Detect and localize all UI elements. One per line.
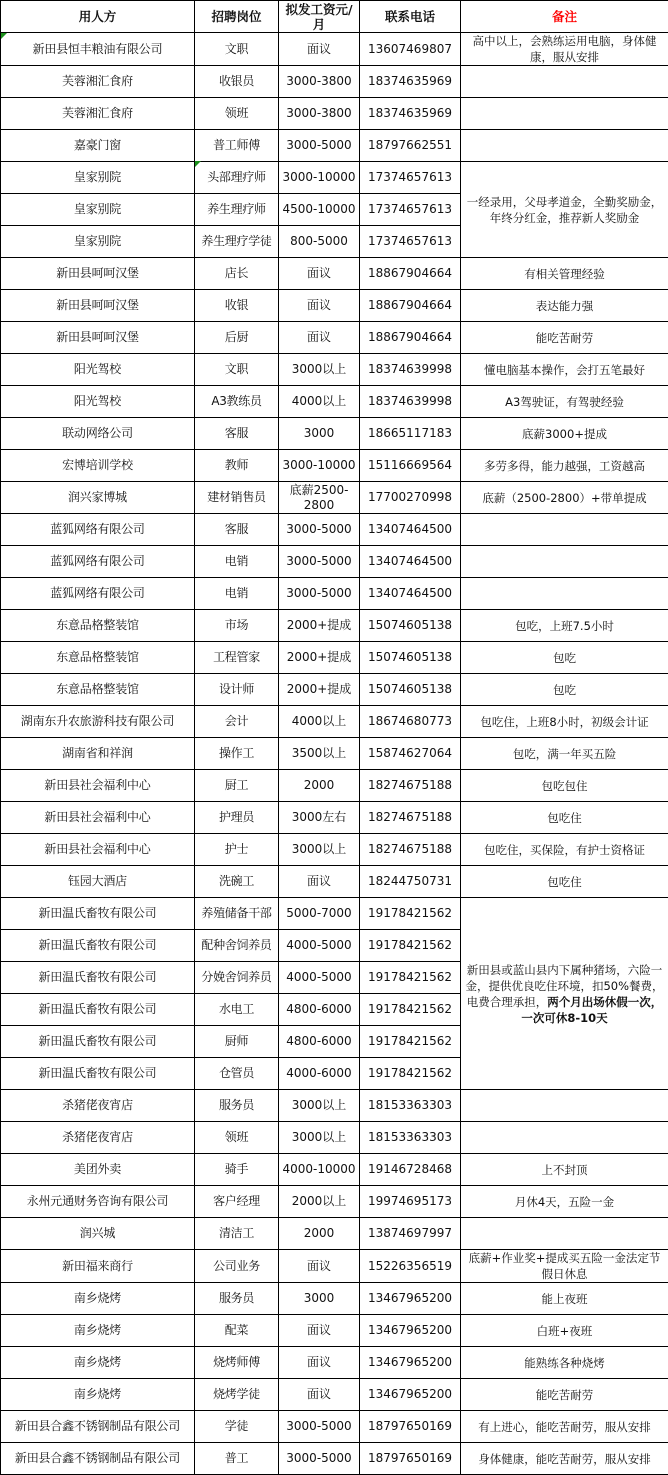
remark-text: 包吃住，买保险，有护士资格证 — [484, 843, 645, 857]
cell-salary: 3000-3800 — [279, 98, 360, 130]
cell-position: 店长 — [195, 258, 279, 290]
table-row — [1, 1122, 668, 1154]
cell-salary: 2000 — [279, 770, 360, 802]
cell-phone: 18797662551 — [360, 130, 461, 162]
cell-phone: 18374635969 — [360, 98, 461, 130]
table-row — [1, 1443, 668, 1475]
cell-position: 水电工 — [195, 994, 279, 1026]
cell-remark — [461, 386, 668, 418]
table-row — [1, 98, 668, 130]
cell-phone: 18665117183 — [360, 418, 461, 450]
remark-text: 包吃 — [553, 683, 576, 697]
remark-text: 底薪3000+提成 — [522, 427, 607, 441]
cell-phone: 18374635969 — [360, 66, 461, 98]
cell-position: 学徒 — [195, 1411, 279, 1443]
cell-salary: 800-5000 — [279, 226, 360, 258]
cell-salary: 4000以上 — [279, 386, 360, 418]
cell-position: 市场 — [195, 610, 279, 642]
table-row — [1, 1347, 668, 1379]
cell-company: 蓝狐网络有限公司 — [1, 546, 195, 578]
cell-position: A3教练员 — [195, 386, 279, 418]
cell-remark — [461, 706, 668, 738]
cell-company: 新田县呵呵汉堡 — [1, 322, 195, 354]
cell-company: 新田县社会福利中心 — [1, 802, 195, 834]
cell-salary: 3000-5000 — [279, 1411, 360, 1443]
table-row — [1, 354, 668, 386]
cell-company: 新田温氏畜牧有限公司 — [1, 962, 195, 994]
remark-text: 新田县或蓝山县内下属种猪场，六险一金，提供优良吃住环境，扣50%餐费，电费合理承担， — [465, 963, 663, 1009]
cell-phone: 19178421562 — [360, 994, 461, 1026]
cell-phone: 17374657613 — [360, 194, 461, 226]
cell-company: 钰园大酒店 — [1, 866, 195, 898]
cell-phone: 18274675188 — [360, 834, 461, 866]
remark-text: 有相关管理经验 — [524, 267, 605, 281]
cell-salary: 3000以上 — [279, 834, 360, 866]
cell-phone: 19974695173 — [360, 1186, 461, 1218]
cell-phone: 19178421562 — [360, 1026, 461, 1058]
cell-phone: 15226356519 — [360, 1250, 461, 1283]
cell-position: 骑手 — [195, 1154, 279, 1186]
remark-text: 白班+夜班 — [537, 1324, 593, 1338]
cell-phone: 13407464500 — [360, 514, 461, 546]
remark-text: 表达能力强 — [536, 299, 594, 313]
table-row — [1, 898, 668, 930]
table-row — [1, 546, 668, 578]
cell-phone: 17374657613 — [360, 226, 461, 258]
cell-remark — [461, 1186, 668, 1218]
cell-phone: 15874627064 — [360, 738, 461, 770]
cell-position: 收银员 — [195, 66, 279, 98]
cell-phone: 18274675188 — [360, 770, 461, 802]
header-company: 用人方 — [1, 1, 195, 33]
cell-phone: 17374657613 — [360, 162, 461, 194]
cell-remark — [461, 418, 668, 450]
cell-phone: 18674680773 — [360, 706, 461, 738]
cell-phone: 18867904664 — [360, 322, 461, 354]
table-row — [1, 1379, 668, 1411]
cell-remark — [461, 674, 668, 706]
remark-text: 一经录用，父母孝道金，全勤奖励金，年终分红金，推荐新人奖励金 — [467, 195, 663, 225]
cell-remark — [461, 1283, 668, 1315]
cell-remark — [461, 1090, 668, 1122]
header-row — [1, 1, 668, 33]
cell-position: 头部理疗师 — [195, 162, 279, 194]
cell-salary: 底薪2500-2800 — [279, 482, 360, 514]
remark-text: 能吃苦耐劳 — [536, 1388, 594, 1402]
cell-position: 仓管员 — [195, 1058, 279, 1090]
cell-company: 新田县呵呵汉堡 — [1, 258, 195, 290]
cell-salary: 4800-6000 — [279, 994, 360, 1026]
cell-company: 杀猪佬夜宵店 — [1, 1122, 195, 1154]
cell-company: 新田温氏畜牧有限公司 — [1, 994, 195, 1026]
cell-phone: 13407464500 — [360, 578, 461, 610]
remark-text: 能吃苦耐劳 — [536, 331, 594, 345]
table-row — [1, 642, 668, 674]
header-position: 招聘岗位 — [195, 1, 279, 33]
cell-position: 文职 — [195, 33, 279, 66]
cell-company: 芙蓉湘汇食府 — [1, 66, 195, 98]
table-row — [1, 130, 668, 162]
cell-salary: 2000以上 — [279, 1186, 360, 1218]
cell-remark — [461, 1154, 668, 1186]
cell-company: 新田温氏畜牧有限公司 — [1, 898, 195, 930]
cell-company: 润兴家博城 — [1, 482, 195, 514]
cell-salary: 2000+提成 — [279, 674, 360, 706]
cell-remark — [461, 1218, 668, 1250]
remark-text: 懂电脑基本操作，会打五笔最好 — [484, 363, 645, 377]
cell-position: 文职 — [195, 354, 279, 386]
cell-phone: 18374639998 — [360, 354, 461, 386]
table-row — [1, 706, 668, 738]
cell-salary: 3000左右 — [279, 802, 360, 834]
cell-remark — [461, 546, 668, 578]
remark-text: 包吃，上班7.5小时 — [515, 619, 614, 633]
table-row — [1, 66, 668, 98]
header-remark: 备注 — [461, 1, 668, 33]
cell-position: 电销 — [195, 578, 279, 610]
table-row — [1, 1154, 668, 1186]
table-row — [1, 386, 668, 418]
table-row — [1, 482, 668, 514]
cell-phone: 13467965200 — [360, 1315, 461, 1347]
cell-company: 蓝狐网络有限公司 — [1, 514, 195, 546]
cell-phone: 18867904664 — [360, 258, 461, 290]
header-phone: 联系电话 — [360, 1, 461, 33]
table-row — [1, 578, 668, 610]
remark-text: 月休4天，五险一金 — [515, 1195, 614, 1209]
cell-salary: 面议 — [279, 1250, 360, 1283]
table-row — [1, 1218, 668, 1250]
cell-remark — [461, 866, 668, 898]
remark-text: 包吃住，上班8小时，初级会计证 — [480, 715, 648, 729]
cell-company: 湖南省和祥润 — [1, 738, 195, 770]
table-row — [1, 290, 668, 322]
cell-phone: 18153363303 — [360, 1090, 461, 1122]
remark-text: 包吃，满一年买五险 — [513, 747, 617, 761]
cell-salary: 3000-3800 — [279, 66, 360, 98]
remark-text: 多劳多得，能力越强，工资越高 — [484, 459, 645, 473]
cell-phone: 15074605138 — [360, 642, 461, 674]
cell-company: 芙蓉湘汇食府 — [1, 98, 195, 130]
cell-remark — [461, 802, 668, 834]
remark-bold-text: 两个月出场休假一次，一次可休8-10天 — [521, 995, 662, 1025]
cell-position: 客户经理 — [195, 1186, 279, 1218]
cell-remark — [461, 162, 668, 258]
cell-salary: 4000以上 — [279, 706, 360, 738]
cell-salary: 面议 — [279, 866, 360, 898]
cell-phone: 13407464500 — [360, 546, 461, 578]
cell-remark — [461, 450, 668, 482]
cell-salary: 4000-5000 — [279, 962, 360, 994]
cell-position: 养殖储备干部 — [195, 898, 279, 930]
cell-salary: 3000 — [279, 1283, 360, 1315]
cell-company: 南乡烧烤 — [1, 1379, 195, 1411]
table-row — [1, 738, 668, 770]
cell-remark — [461, 1411, 668, 1443]
cell-company: 蓝狐网络有限公司 — [1, 578, 195, 610]
cell-phone: 13467965200 — [360, 1379, 461, 1411]
cell-remark — [461, 770, 668, 802]
remark-text: 有上进心，能吃苦耐劳，服从安排 — [478, 1420, 651, 1434]
cell-phone: 15074605138 — [360, 610, 461, 642]
cell-company: 湖南东升农旅游科技有限公司 — [1, 706, 195, 738]
cell-remark — [461, 1347, 668, 1379]
cell-comment-marker — [195, 161, 201, 167]
cell-salary: 5000-7000 — [279, 898, 360, 930]
cell-salary: 3000-10000 — [279, 450, 360, 482]
cell-remark — [461, 1443, 668, 1475]
cell-remark — [461, 290, 668, 322]
table-row — [1, 322, 668, 354]
cell-phone: 19178421562 — [360, 898, 461, 930]
cell-position: 会计 — [195, 706, 279, 738]
table-row — [1, 514, 668, 546]
cell-position: 配种舍饲养员 — [195, 930, 279, 962]
cell-company: 皇家别院 — [1, 226, 195, 258]
cell-position: 领班 — [195, 1122, 279, 1154]
cell-salary: 3000-10000 — [279, 162, 360, 194]
cell-comment-marker — [1, 33, 7, 39]
cell-position: 领班 — [195, 98, 279, 130]
table-row — [1, 33, 668, 66]
cell-company: 新田县呵呵汉堡 — [1, 290, 195, 322]
remark-text: 高中以上，会熟练运用电脑，身体健康，服从安排 — [473, 34, 657, 64]
cell-phone: 18274675188 — [360, 802, 461, 834]
cell-position: 电销 — [195, 546, 279, 578]
cell-phone: 18867904664 — [360, 290, 461, 322]
cell-company: 新田县社会福利中心 — [1, 834, 195, 866]
cell-position: 服务员 — [195, 1283, 279, 1315]
cell-salary: 面议 — [279, 258, 360, 290]
cell-phone: 15116669564 — [360, 450, 461, 482]
cell-company: 东意品格整装馆 — [1, 674, 195, 706]
cell-company: 阳光驾校 — [1, 386, 195, 418]
table-row — [1, 834, 668, 866]
cell-company: 东意品格整装馆 — [1, 610, 195, 642]
remark-text: 身体健康，能吃苦耐劳，服从安排 — [478, 1452, 651, 1466]
cell-company: 永州元通财务咨询有限公司 — [1, 1186, 195, 1218]
cell-remark — [461, 1250, 668, 1283]
cell-position: 公司业务 — [195, 1250, 279, 1283]
remark-text: 底薪+作业奖+提成买五险一金法定节假日休息 — [469, 1251, 661, 1281]
cell-company: 联动网络公司 — [1, 418, 195, 450]
cell-company: 新田温氏畜牧有限公司 — [1, 1026, 195, 1058]
cell-company: 新田福来商行 — [1, 1250, 195, 1283]
table-row — [1, 1411, 668, 1443]
cell-position: 烧烤学徒 — [195, 1379, 279, 1411]
cell-position: 客服 — [195, 418, 279, 450]
cell-remark — [461, 66, 668, 98]
cell-salary: 4000-6000 — [279, 1058, 360, 1090]
cell-salary: 3000-5000 — [279, 130, 360, 162]
table-row — [1, 162, 668, 194]
cell-company: 新田县合鑫不锈钢制品有限公司 — [1, 1411, 195, 1443]
cell-phone: 17700270998 — [360, 482, 461, 514]
table-row — [1, 866, 668, 898]
cell-position: 工程管家 — [195, 642, 279, 674]
cell-phone: 18374639998 — [360, 386, 461, 418]
cell-position: 厨师 — [195, 1026, 279, 1058]
cell-remark — [461, 834, 668, 866]
table-row — [1, 674, 668, 706]
cell-position: 配菜 — [195, 1315, 279, 1347]
cell-remark — [461, 33, 668, 66]
table-row — [1, 1315, 668, 1347]
cell-phone: 18244750731 — [360, 866, 461, 898]
cell-company: 阳光驾校 — [1, 354, 195, 386]
table-row — [1, 610, 668, 642]
cell-remark — [461, 130, 668, 162]
table-row — [1, 450, 668, 482]
cell-remark — [461, 610, 668, 642]
table-row — [1, 258, 668, 290]
cell-remark — [461, 258, 668, 290]
cell-company: 南乡烧烤 — [1, 1347, 195, 1379]
cell-position: 护理员 — [195, 802, 279, 834]
cell-position: 分娩舍饲养员 — [195, 962, 279, 994]
cell-company: 新田县社会福利中心 — [1, 770, 195, 802]
cell-salary: 面议 — [279, 1347, 360, 1379]
cell-salary: 面议 — [279, 1379, 360, 1411]
cell-remark — [461, 642, 668, 674]
cell-remark — [461, 1379, 668, 1411]
cell-position: 操作工 — [195, 738, 279, 770]
cell-position: 护士 — [195, 834, 279, 866]
cell-company: 皇家别院 — [1, 194, 195, 226]
cell-company: 南乡烧烤 — [1, 1315, 195, 1347]
cell-salary: 3000以上 — [279, 354, 360, 386]
cell-company: 东意品格整装馆 — [1, 642, 195, 674]
cell-salary: 4500-10000 — [279, 194, 360, 226]
cell-remark — [461, 1122, 668, 1154]
cell-position: 收银 — [195, 290, 279, 322]
cell-salary: 3000 — [279, 418, 360, 450]
table-row — [1, 1090, 668, 1122]
cell-phone: 13467965200 — [360, 1347, 461, 1379]
cell-salary: 3000以上 — [279, 1122, 360, 1154]
cell-salary: 3000以上 — [279, 1090, 360, 1122]
cell-salary: 4800-6000 — [279, 1026, 360, 1058]
table-row — [1, 418, 668, 450]
cell-company: 新田县合鑫不锈钢制品有限公司 — [1, 1443, 195, 1475]
cell-position: 普工师傅 — [195, 130, 279, 162]
cell-position: 教师 — [195, 450, 279, 482]
cell-company: 皇家别院 — [1, 162, 195, 194]
cell-position: 服务员 — [195, 1090, 279, 1122]
cell-salary: 面议 — [279, 322, 360, 354]
cell-company: 南乡烧烤 — [1, 1283, 195, 1315]
cell-position: 养生理疗师 — [195, 194, 279, 226]
cell-phone: 13607469807 — [360, 33, 461, 66]
cell-position: 清洁工 — [195, 1218, 279, 1250]
remark-text: 上不封顶 — [542, 1163, 588, 1177]
cell-salary: 3000-5000 — [279, 1443, 360, 1475]
cell-company: 新田温氏畜牧有限公司 — [1, 1058, 195, 1090]
remark-text: 包吃 — [553, 651, 576, 665]
cell-salary: 面议 — [279, 33, 360, 66]
cell-position: 养生理疗学徒 — [195, 226, 279, 258]
cell-remark — [461, 514, 668, 546]
table-row — [1, 802, 668, 834]
remark-text: 底薪（2500-2800）+带单提成 — [482, 491, 646, 505]
cell-company: 美团外卖 — [1, 1154, 195, 1186]
table-row — [1, 1186, 668, 1218]
cell-remark — [461, 482, 668, 514]
cell-salary: 3000-5000 — [279, 546, 360, 578]
cell-phone: 19146728468 — [360, 1154, 461, 1186]
cell-position: 厨工 — [195, 770, 279, 802]
cell-company: 新田县恒丰粮油有限公司 — [1, 33, 195, 66]
cell-salary: 2000+提成 — [279, 610, 360, 642]
table-row — [1, 1283, 668, 1315]
cell-remark — [461, 322, 668, 354]
cell-position: 烧烤师傅 — [195, 1347, 279, 1379]
cell-position: 客服 — [195, 514, 279, 546]
cell-salary: 面议 — [279, 290, 360, 322]
header-salary: 拟发工资元/月 — [279, 1, 360, 33]
cell-company: 杀猪佬夜宵店 — [1, 1090, 195, 1122]
cell-remark — [461, 898, 668, 1090]
cell-salary: 4000-10000 — [279, 1154, 360, 1186]
cell-position: 洗碗工 — [195, 866, 279, 898]
cell-phone: 18797650169 — [360, 1443, 461, 1475]
cell-phone: 19178421562 — [360, 930, 461, 962]
cell-salary: 3500以上 — [279, 738, 360, 770]
cell-salary: 3000-5000 — [279, 578, 360, 610]
cell-salary: 2000 — [279, 1218, 360, 1250]
cell-company: 宏博培训学校 — [1, 450, 195, 482]
cell-remark — [461, 354, 668, 386]
cell-remark — [461, 1315, 668, 1347]
cell-position: 设计师 — [195, 674, 279, 706]
table-row — [1, 770, 668, 802]
table-row — [1, 1250, 668, 1283]
cell-salary: 4000-5000 — [279, 930, 360, 962]
cell-remark — [461, 578, 668, 610]
cell-company: 嘉豪门窗 — [1, 130, 195, 162]
cell-remark — [461, 738, 668, 770]
remark-text: 包吃住 — [547, 811, 582, 825]
cell-salary: 面议 — [279, 1315, 360, 1347]
cell-position: 普工 — [195, 1443, 279, 1475]
cell-phone: 13874697997 — [360, 1218, 461, 1250]
remark-text: 能熟练各种烧烤 — [524, 1356, 605, 1370]
cell-company: 新田温氏畜牧有限公司 — [1, 930, 195, 962]
remark-text: 包吃包住 — [542, 779, 588, 793]
cell-company: 润兴城 — [1, 1218, 195, 1250]
cell-phone: 13467965200 — [360, 1283, 461, 1315]
cell-position: 后厨 — [195, 322, 279, 354]
cell-salary: 2000+提成 — [279, 642, 360, 674]
cell-position: 建材销售员 — [195, 482, 279, 514]
cell-phone: 15074605138 — [360, 674, 461, 706]
cell-salary: 3000-5000 — [279, 514, 360, 546]
remark-text: 包吃住 — [547, 875, 582, 889]
cell-remark — [461, 98, 668, 130]
remark-text: A3驾驶证，有驾驶经验 — [505, 395, 624, 409]
cell-phone: 18797650169 — [360, 1411, 461, 1443]
cell-phone: 19178421562 — [360, 962, 461, 994]
remark-text: 能上夜班 — [542, 1292, 588, 1306]
cell-phone: 19178421562 — [360, 1058, 461, 1090]
cell-phone: 18153363303 — [360, 1122, 461, 1154]
